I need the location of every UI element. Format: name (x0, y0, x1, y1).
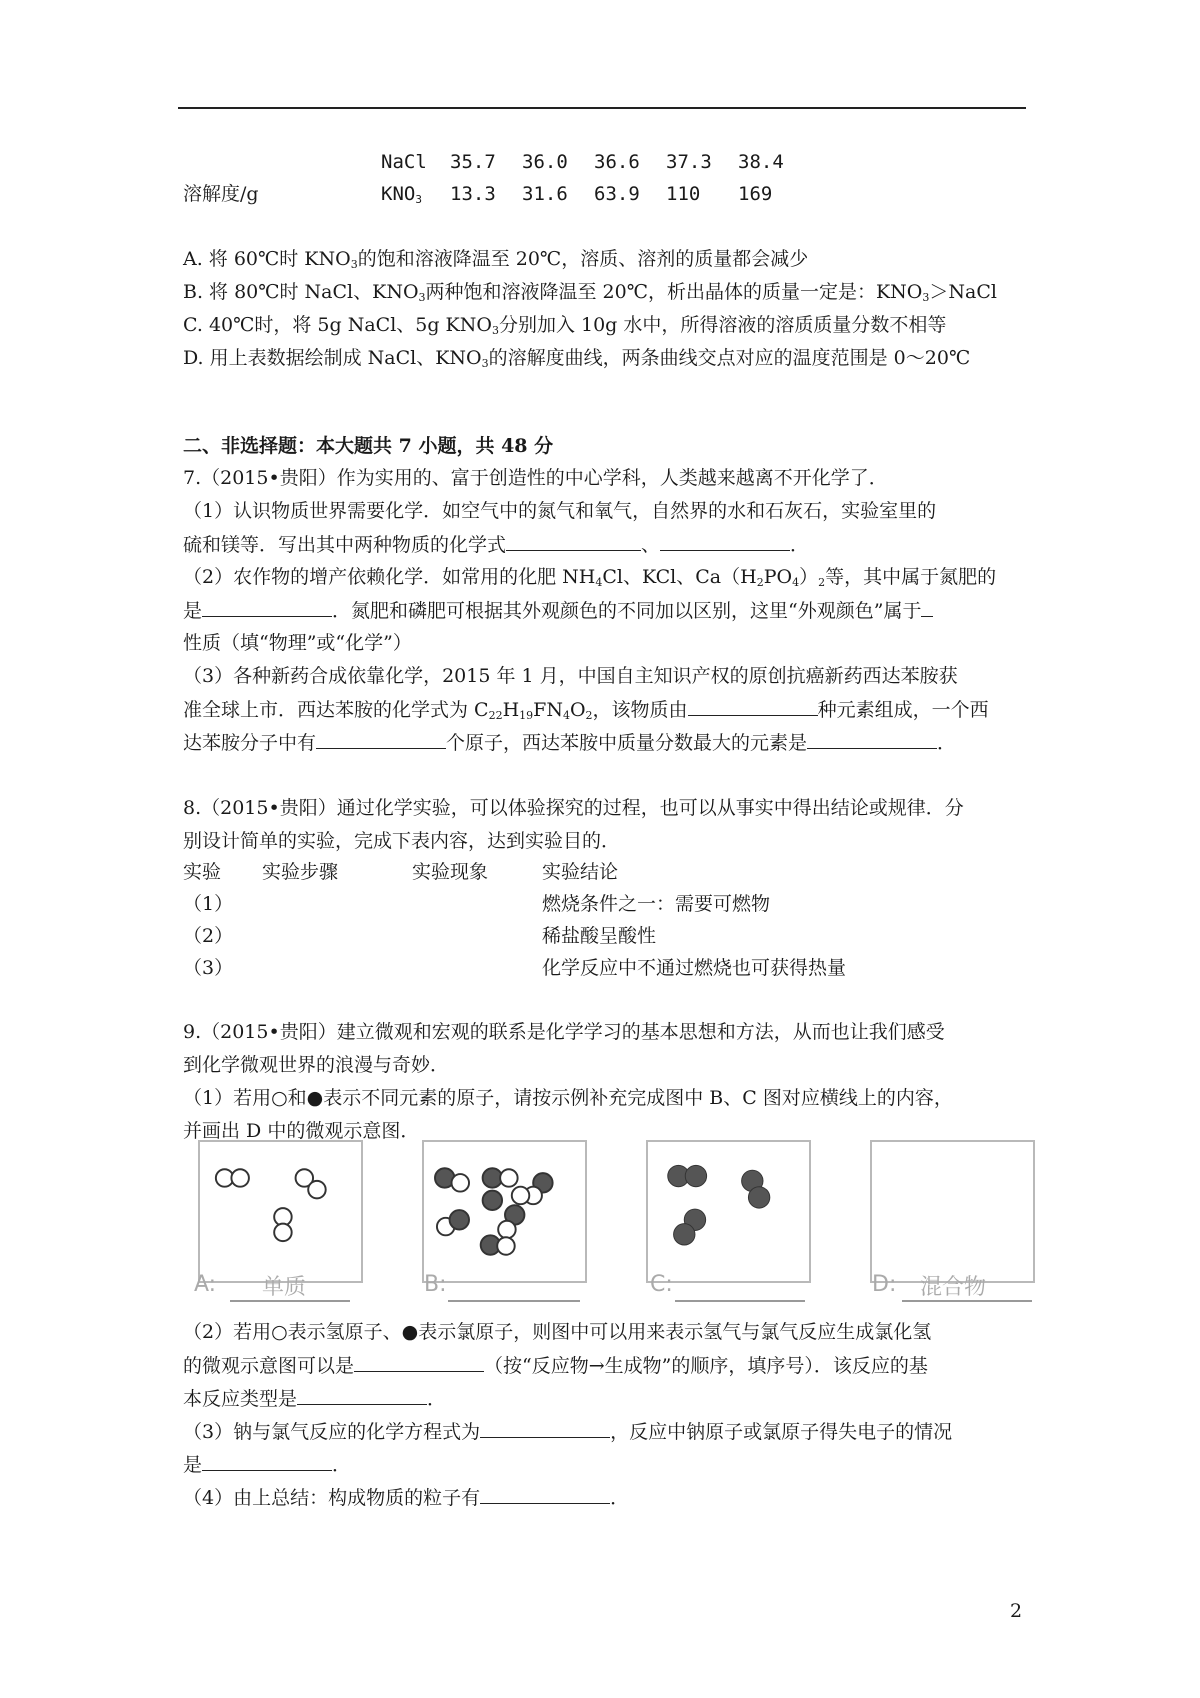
q7-p2-line2: 是 ．氮肥和磷肥可根据其外观颜色的不同加以区别，这里“外观颜色”属于 (183, 596, 933, 625)
black-atom (685, 1165, 706, 1186)
kno3-value: 63.9 (594, 183, 640, 205)
figure-c-letter: C: (650, 1272, 673, 1297)
q7-p1-line1: （1）认识物质世界需要化学．如空气中的氮气和氧气，自然界的水和石灰石，实验室里的 (183, 500, 937, 522)
black-atom (748, 1187, 769, 1208)
white-atom (274, 1224, 291, 1241)
white-atom (497, 1237, 514, 1254)
q8-row-num: （3） (183, 957, 234, 979)
kno3-value: 31.6 (522, 183, 568, 205)
figure-b-letter: B: (424, 1272, 447, 1297)
answer-blank[interactable] (480, 1417, 610, 1438)
q9-p2-line3: 本反应类型是 ． (183, 1384, 446, 1413)
q9-stem-line1: 9.（2015•贵阳）建立微观和宏观的联系是化学学习的基本思想和方法，从而也让我们感受 (183, 1021, 945, 1043)
answer-blank[interactable] (688, 695, 818, 716)
q8-row-num: （2） (183, 925, 234, 947)
nacl-label: NaCl (381, 151, 427, 173)
figure-d-box[interactable] (870, 1140, 1035, 1283)
white-atom (498, 1221, 515, 1238)
q8-header: 实验结论 (542, 861, 619, 883)
q7-p2-line1: （2）农作物的增产依赖化学．如常用的化肥 $NH_4Cl$、KCl、$Ca(H_2PO_4)_2$等，其中属于氮肥的 (183, 566, 997, 589)
q8-stem-line1: 8.（2015•贵阳）通过化学实验，可以体验探究的过程，也可以从事实中得出结论或规律．分 (183, 797, 964, 819)
nacl-value: 37.3 (666, 151, 712, 173)
answer-blank[interactable] (921, 596, 933, 617)
q8-header: 实验 (183, 861, 222, 883)
figure-c-caption-line[interactable] (675, 1300, 805, 1302)
q8-stem-line2: 别设计简单的实验，完成下表内容，达到实验目的． (183, 830, 621, 852)
answer-blank[interactable] (807, 728, 937, 749)
answer-blank[interactable] (354, 1351, 484, 1372)
kno3-value: 13.3 (450, 183, 496, 205)
white-atom (500, 1169, 517, 1186)
option-d: D. 用上表数据绘制成 NaCl、$KNO_3$的溶解度曲线，两条曲线交点对应的温度范围是 0～20℃ (183, 347, 971, 370)
q7-p3-line3: 达苯胺分子中有 个原子，西达苯胺中质量分数最大的元素是 ． (183, 728, 956, 757)
q7-p1-line2: 硫和镁等．写出其中两种物质的化学式 、 ． (183, 530, 809, 559)
answer-blank[interactable] (660, 530, 790, 551)
figure-d-value: 混合物 (920, 1275, 987, 1300)
answer-blank[interactable] (297, 1384, 427, 1405)
option-b: B. 将 80℃时 NaCl、$KNO_3$两种饱和溶液降温至 20℃，析出晶体的质量一定是：$KNO_3>NaCl$ (183, 281, 997, 304)
white-atom (231, 1169, 248, 1186)
nacl-value: 36.6 (594, 151, 640, 173)
q8-row-conclusion: 燃烧条件之一：需要可燃物 (542, 893, 771, 915)
kno3-value: 110 (666, 183, 701, 205)
q9-stem-line2: 到化学微观世界的浪漫与奇妙． (183, 1054, 450, 1076)
white-atom (452, 1174, 469, 1191)
q9-p1-line2: 并画出 D 中的微观示意图． (183, 1120, 420, 1142)
kno3-value: 169 (738, 183, 773, 205)
figure-b-caption-line[interactable] (448, 1300, 580, 1302)
figure-a-letter: A: (194, 1272, 217, 1297)
q9-p2-line1: （2）若用○表示氢原子、●表示氯原子，则图中可以用来表示氢气与氯气反应生成氯化氢 (183, 1321, 932, 1343)
option-c: C. 40℃时，将 5g NaCl、5g $KNO_3$分别加入 10g 水中，所得溶液的溶质质量分数不相等 (183, 314, 947, 337)
q7-stem: 7.（2015•贵阳）作为实用的、富于创造性的中心学科，人类越来越离不开化学了． (183, 467, 888, 489)
q9-p4: （4）由上总结：构成物质的粒子有 ． (183, 1483, 629, 1512)
figure-d-letter: D: (872, 1272, 897, 1297)
figure-d-caption-line (902, 1300, 1032, 1302)
option-a: A. 将 60℃时 $KNO_3$的饱和溶液降温至 20℃，溶质、溶剂的质量都会减少 (183, 248, 809, 271)
answer-blank[interactable] (506, 530, 641, 551)
q7-p3-line1: （3）各种新药合成依靠化学，2015 年 1 月，中国自主知识产权的原创抗癌新药西达苯胺获 (183, 665, 958, 687)
q9-p1-line1: （1）若用○和●表示不同元素的原子，请按示例补充完成图中 B、C 图对应横线上的内容， (183, 1087, 953, 1109)
q8-row-conclusion: 稀盐酸呈酸性 (542, 925, 657, 947)
black-atom (450, 1210, 469, 1229)
black-atom (483, 1191, 502, 1210)
answer-blank[interactable] (316, 728, 446, 749)
figure-a-value: 单质 (262, 1275, 307, 1300)
solubility-row-label: 溶解度/g (183, 183, 259, 205)
q8-header: 实验现象 (412, 861, 489, 883)
q8-row-conclusion: 化学反应中不通过燃烧也可获得热量 (542, 957, 847, 979)
figure-a-box (198, 1140, 363, 1283)
figure-a-caption-line (230, 1300, 350, 1302)
white-atom (512, 1187, 529, 1204)
q7-p2-line3: 性质（填“物理”或“化学”） (183, 632, 412, 654)
figure-c-box (646, 1140, 811, 1283)
header-rule (178, 107, 1026, 109)
figure-b-box (422, 1140, 587, 1283)
answer-blank[interactable] (480, 1483, 610, 1504)
nacl-value: 36.0 (522, 151, 568, 173)
nacl-value: 38.4 (738, 151, 784, 173)
kno3-label: $KNO_3$ (381, 183, 422, 206)
answer-blank[interactable] (202, 1450, 332, 1471)
nacl-value: 35.7 (450, 151, 496, 173)
q7-p3-line2: 准全球上市．西达苯胺的化学式为 $C_{22}H_{19}FN_4O_2$，该物质由 种元素组成，一个西 (183, 695, 989, 730)
black-atom (674, 1224, 695, 1245)
q8-row-num: （1） (183, 893, 234, 915)
answer-blank[interactable] (202, 596, 332, 617)
q8-header: 实验步骤 (262, 861, 339, 883)
white-atom (308, 1181, 325, 1198)
q9-p2-line2: 的微观示意图可以是 （按“反应物→生成物”的顺序，填序号）．该反应的基 (183, 1351, 928, 1380)
page-number: 2 (1010, 1600, 1023, 1622)
section-title: 二、非选择题：本大题共 7 小题，共 48 分 (183, 435, 554, 457)
q9-p3-line2: 是 ． (183, 1450, 351, 1479)
q9-p3-line1: （3）钠与氯气反应的化学方程式为 ，反应中钠原子或氯原子得失电子的情况 (183, 1417, 952, 1446)
